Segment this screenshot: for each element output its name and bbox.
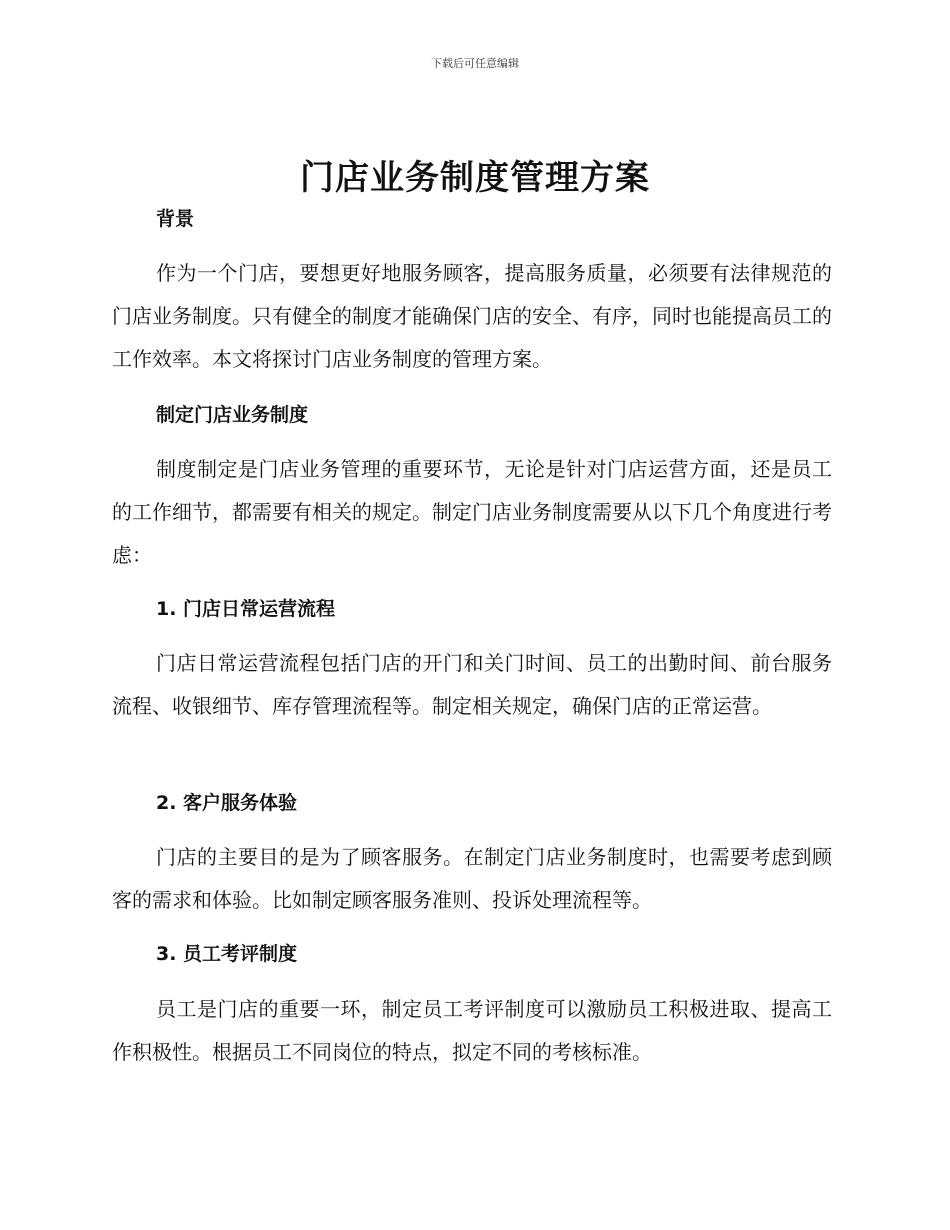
section-paragraph: 门店的主要目的是为了顾客服务。在制定门店业务制度时，也需要考虑到顾客的需求和体验。比如制定顾客服务准则、投诉处理流程等。 <box>112 845 832 912</box>
section-paragraph: 员工是门店的重要一环，制定员工考评制度可以激励员工积极进取、提高工作积极性。根据员工不同岗位的特点，拟定不同的考核标准。 <box>112 997 832 1064</box>
section-heading: 背景 <box>156 208 195 230</box>
section-employee-evaluation-body <box>112 988 832 1074</box>
header-note: 下载后可任意编辑 <box>431 57 519 70</box>
document-title: 门店业务制度管理方案 <box>300 158 650 198</box>
section-heading: 制定门店业务制度 <box>156 404 309 426</box>
section-formulate <box>112 401 832 429</box>
section-heading: 3. 员工考评制度 <box>156 943 298 965</box>
section-employee-evaluation <box>112 940 832 968</box>
section-paragraph: 作为一个门店，要想更好地服务顾客，提高服务质量，必须要有法律规范的门店业务制度。只有健全的制度才能确保门店的安全、有序，同时也能提高员工的工作效率。本文将探讨门店业务制度的管理方案。 <box>112 261 832 371</box>
section-daily-operations-body <box>112 642 832 728</box>
section-background <box>112 205 832 233</box>
section-background-body <box>112 252 832 381</box>
section-heading: 2. 客户服务体验 <box>156 792 298 814</box>
section-customer-service-body <box>112 836 832 922</box>
section-customer-service <box>112 789 832 817</box>
section-paragraph: 门店日常运营流程包括门店的开门和关门时间、员工的出勤时间、前台服务流程、收银细节、库存管理流程等。制定相关规定，确保门店的正常运营。 <box>112 651 832 718</box>
section-daily-operations <box>112 595 832 623</box>
section-paragraph: 制度制定是门店业务管理的重要环节，无论是针对门店运营方面，还是员工的工作细节，都需要有相关的规定。制定门店业务制度需要从以下几个角度进行考虑： <box>112 457 832 567</box>
section-formulate-body <box>112 448 832 577</box>
section-heading: 1. 门店日常运营流程 <box>156 598 336 620</box>
